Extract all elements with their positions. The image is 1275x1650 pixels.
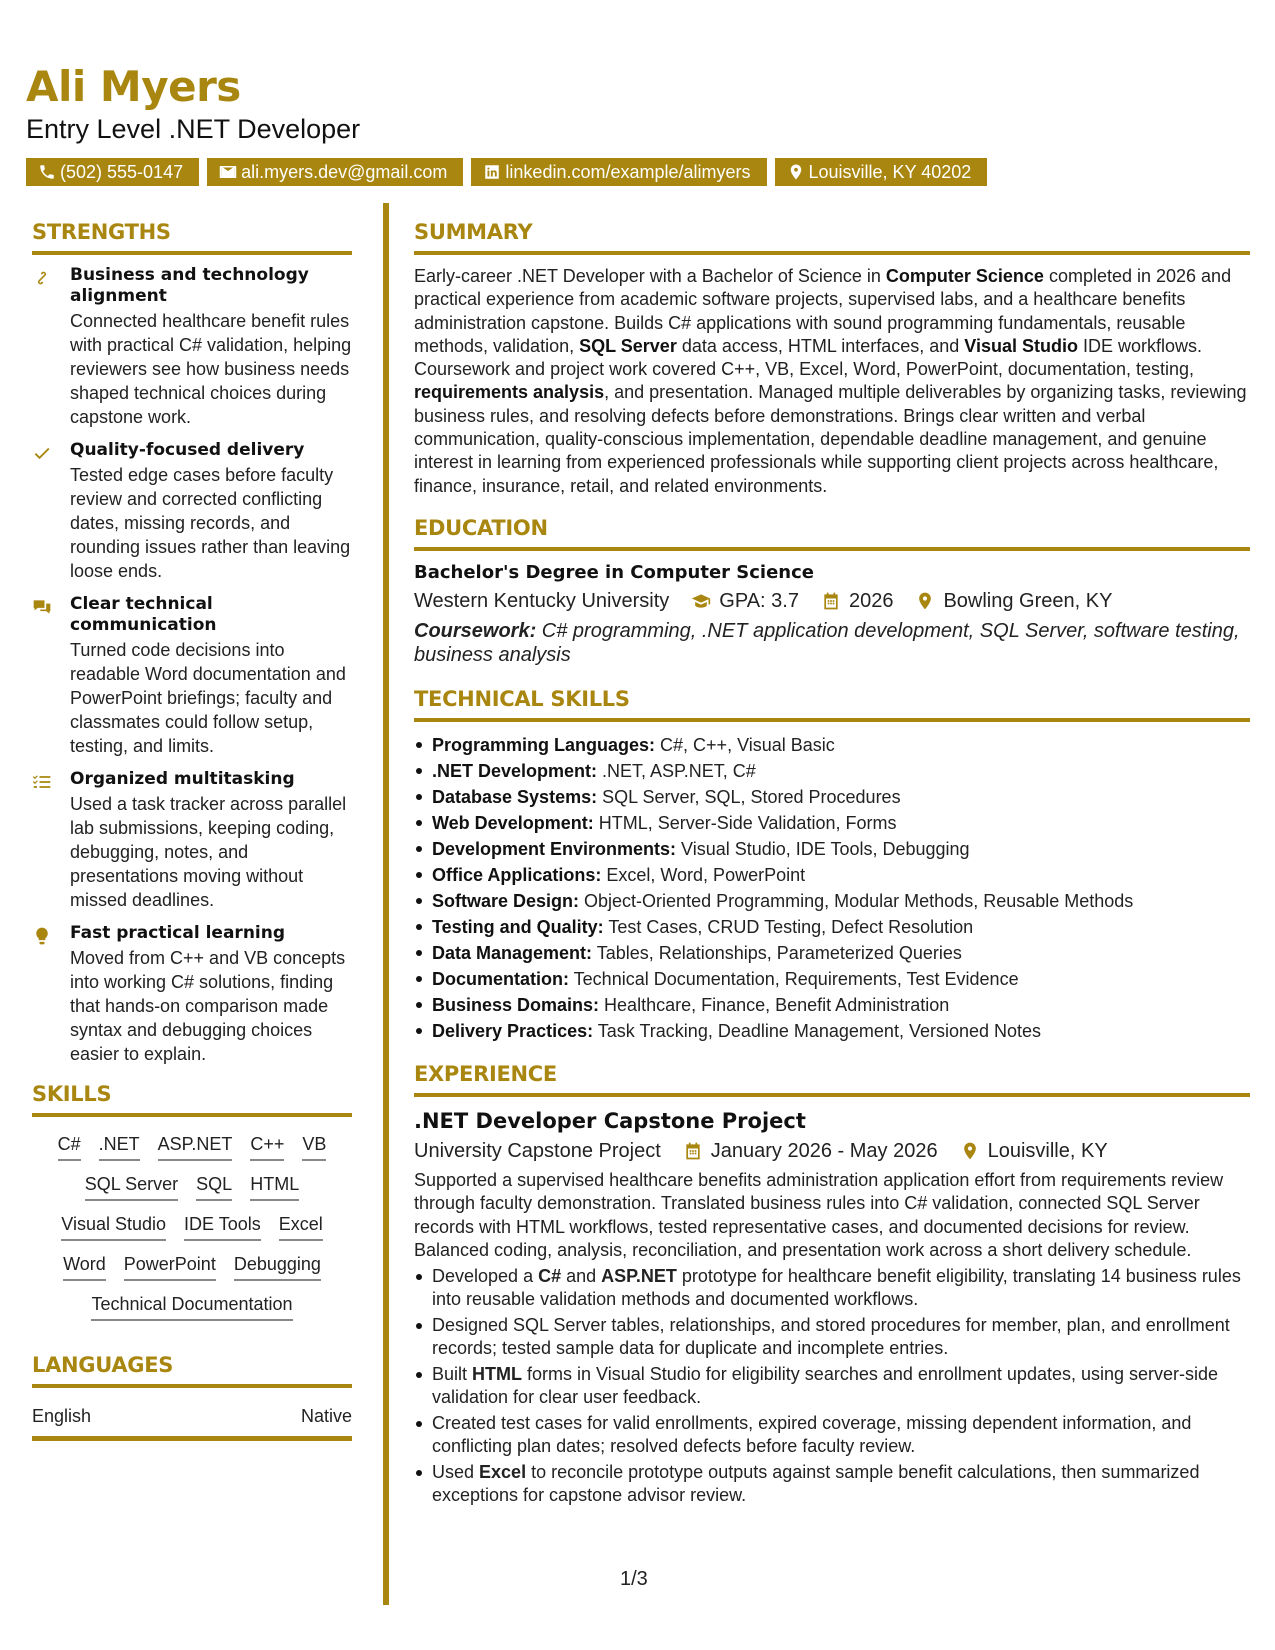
page-number: 1/3 (620, 1568, 648, 1590)
strength-title: Fast practical learning (70, 923, 286, 943)
list-item: Created test cases for valid enrollments, expired coverage, missing dependent information, and conflicting plan dates; resolved defects before faculty review. (414, 1412, 1250, 1459)
list-item: Business Domains: Healthcare, Finance, Benefit Administration (414, 992, 1250, 1018)
map-pin-icon (915, 591, 935, 611)
languages-heading: LANGUAGES (32, 1351, 352, 1388)
right-column (414, 218, 1250, 1510)
linkedin-text: linkedin.com/example/alimyers (505, 162, 751, 182)
map-pin-icon (787, 163, 805, 181)
skill-tag: VB (302, 1131, 326, 1161)
language-row (32, 1398, 352, 1441)
skill-tag: C++ (250, 1131, 284, 1161)
skill-tag: HTML (250, 1171, 299, 1201)
list-item: Development Environments: Visual Studio, IDE Tools, Debugging (414, 836, 1250, 862)
list-item: .NET Development: .NET, ASP.NET, C# (414, 758, 1250, 784)
list-item: Designed SQL Server tables, relationships, and stored procedures for member, plan, and enrollment records; tested sample data for duplicate and incomplete entries. (414, 1314, 1250, 1361)
skill-tag: ASP.NET (158, 1131, 233, 1161)
strength-item (32, 923, 352, 1066)
skill-tag: C# (58, 1131, 81, 1161)
graduation-cap-icon (691, 591, 711, 611)
strength-item (32, 265, 352, 429)
skill-tag: Excel (279, 1211, 323, 1241)
experience-location: Louisville, KY (987, 1139, 1108, 1162)
strengths-heading: STRENGTHS (32, 218, 352, 255)
skill-tag: Debugging (234, 1251, 321, 1281)
strength-desc: Used a task tracker across parallel lab submissions, keeping coding, debugging, notes, and presentations moving without missed deadlines. (70, 794, 347, 910)
left-column (32, 218, 352, 1441)
location-text: Louisville, KY 40202 (808, 162, 972, 182)
experience-heading: EXPERIENCE (414, 1060, 1250, 1097)
list-item: Web Development: HTML, Server-Side Validation, Forms (414, 810, 1250, 836)
phone-text: (502) 555-0147 (60, 162, 184, 182)
strength-desc: Moved from C++ and VB concepts into working C# solutions, finding that hands-on comparison made syntax and debugging choices easier to explain. (70, 948, 346, 1064)
check-icon (32, 443, 52, 463)
strength-desc: Tested edge cases before faculty review and corrected conflicting dates, missing records, and rounding issues rather than leaving loose ends. (70, 465, 351, 581)
list-item: Data Management: Tables, Relationships, Parameterized Queries (414, 940, 1250, 966)
email-text: ali.myers.dev@gmail.com (241, 162, 448, 182)
skill-tag: PowerPoint (124, 1251, 216, 1281)
location-contact[interactable] (775, 158, 988, 186)
skills-heading: SKILLS (32, 1080, 352, 1117)
skill-tag: Visual Studio (61, 1211, 166, 1241)
experience-role: .NET Developer Capstone Project (414, 1108, 806, 1133)
gpa-text: GPA: 3.7 (719, 589, 799, 612)
link-icon (32, 268, 52, 288)
list-item: Programming Languages: C#, C++, Visual Basic (414, 732, 1250, 758)
coursework-text: Coursework: C# programming, .NET application development, SQL Server, software testing, business analysis (414, 619, 1240, 666)
linkedin-icon (483, 163, 501, 181)
experience-dates: January 2026 - May 2026 (710, 1139, 938, 1162)
skill-tag: SQL (196, 1171, 232, 1201)
lightbulb-icon (32, 926, 52, 946)
strength-item (32, 440, 352, 583)
column-divider (383, 203, 389, 1605)
degree-title: Bachelor's Degree in Computer Science (414, 561, 814, 583)
strength-title: Clear technical communication (70, 594, 217, 635)
technical-skills-list (414, 732, 1250, 1044)
list-item: Developed a C# and ASP.NET prototype for healthcare benefit eligibility, translating 14 business rules into reusable validation methods and documented workflows. (414, 1265, 1250, 1312)
skills-tag-list (32, 1127, 352, 1321)
list-item: Built HTML forms in Visual Studio for eligibility searches and enrollment updates, using server-side validation for clear user feedback. (414, 1363, 1250, 1410)
calendar-icon (821, 591, 841, 611)
school-name: Western Kentucky University (414, 589, 670, 612)
strength-item (32, 769, 352, 912)
skill-tag: .NET (99, 1131, 140, 1161)
list-item: Documentation: Technical Documentation, Requirements, Test Evidence (414, 966, 1250, 992)
technical-skills-heading: TECHNICAL SKILLS (414, 685, 1250, 722)
calendar-icon (683, 1141, 703, 1161)
strength-title: Organized multitasking (70, 769, 295, 789)
list-item: Delivery Practices: Task Tracking, Deadline Management, Versioned Notes (414, 1018, 1250, 1044)
email-contact[interactable] (207, 158, 463, 186)
skill-tag: IDE Tools (184, 1211, 261, 1241)
map-pin-icon (960, 1141, 980, 1161)
skill-tag: SQL Server (85, 1171, 178, 1201)
education-meta (414, 587, 1250, 615)
experience-description: Supported a supervised healthcare benefits administration application effort from requirements review through faculty demonstration. Translated business rules into C# validation, connected SQL Server records with HTML workflows, tested representative cases, and documented decisions for review. Balanced coding, analysis, reconciliation, and presentation work across a short delivery schedule. (414, 1169, 1224, 1261)
language-level: Native (300, 1406, 352, 1426)
linkedin-contact[interactable] (471, 158, 766, 186)
language-name: English (32, 1406, 92, 1426)
list-check-icon (32, 772, 52, 792)
strength-desc: Connected healthcare benefit rules with practical C# validation, helping reviewers see how business needs shaped technical choices during capstone work. (70, 311, 352, 427)
contact-bar (26, 158, 1246, 186)
education-heading: EDUCATION (414, 514, 1250, 551)
list-item: Used Excel to reconcile prototype outputs against sample benefit calculations, then summarized exceptions for capstone advisor review. (414, 1461, 1250, 1508)
strength-title: Quality-focused delivery (70, 440, 305, 460)
list-item: Testing and Quality: Test Cases, CRUD Testing, Defect Resolution (414, 914, 1250, 940)
skill-tag: Technical Documentation (91, 1291, 292, 1321)
strength-title: Business and technology alignment (70, 265, 309, 306)
school-location: Bowling Green, KY (943, 589, 1113, 612)
summary-heading: SUMMARY (414, 218, 1250, 255)
candidate-name: Ali Myers (26, 62, 241, 111)
comments-icon (32, 597, 52, 617)
strength-desc: Turned code decisions into readable Word documentation and PowerPoint briefings; faculty and classmates could follow setup, testing, and limits. (70, 640, 346, 756)
phone-icon (38, 163, 56, 181)
organization-name: University Capstone Project (414, 1139, 661, 1162)
experience-bullets (414, 1265, 1250, 1508)
envelope-icon (219, 163, 237, 181)
phone-contact[interactable] (26, 158, 199, 186)
list-item: Software Design: Object-Oriented Programming, Modular Methods, Reusable Methods (414, 888, 1250, 914)
list-item: Office Applications: Excel, Word, PowerPoint (414, 862, 1250, 888)
job-title: Entry Level .NET Developer (26, 114, 361, 144)
skill-tag: Word (63, 1251, 106, 1281)
strength-item (32, 594, 352, 758)
summary-text: Early-career .NET Developer with a Bachelor of Science in Computer Science completed in 2026 and practical experience from academic software projects, supervised labs, and a healthcare benefits administration capstone. Builds C# applications with sound programming fundamentals, reusable methods, validation, SQL Server data access, HTML interfaces, and Visual Studio IDE workflows. Coursework and project work covered C++, VB, Excel, Word, PowerPoint, documentation, testing, requirements analysis, and presentation. Managed multiple deliverables by organizing tasks, reviewing business rules, and resolving defects before demonstrations. Brings clear written and verbal communication, quality-conscious implementation, dependable deadline management, and genuine interest in learning from experienced professionals while supporting client projects across healthcare, finance, insurance, retail, and related environments. (414, 266, 1247, 496)
list-item: Database Systems: SQL Server, SQL, Stored Procedures (414, 784, 1250, 810)
resume-header (26, 62, 1246, 186)
experience-meta (414, 1137, 1250, 1165)
graduation-year: 2026 (848, 589, 894, 612)
